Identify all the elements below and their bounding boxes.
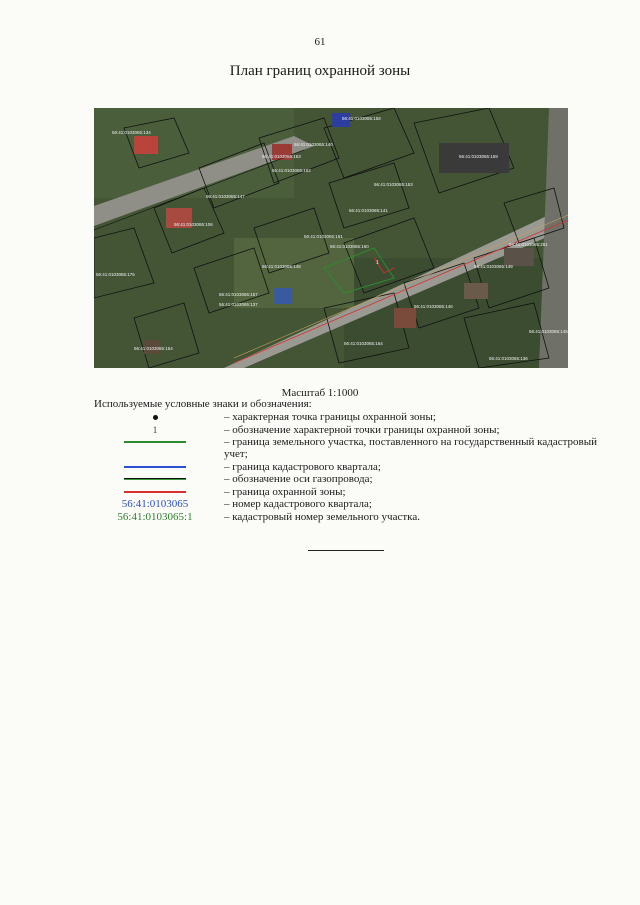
parcel-number-symbol: 56:41:0103065:1: [117, 510, 193, 523]
parcel-label: 56:41:0103065:164: [344, 341, 383, 346]
end-rule: [308, 550, 384, 551]
legend-row-parcel-number: [94, 511, 614, 523]
parcel-label: 56:41:0103065:153: [374, 182, 413, 187]
page-title: План границ охранной зоны: [229, 63, 411, 79]
legend-row-quarter-number: [94, 498, 614, 510]
legend-text: – граница кадастрового квартала;: [224, 460, 381, 473]
parcel-label: 56:41:0103065:149: [474, 264, 513, 269]
legend-symbol: [94, 411, 216, 423]
parcel-label: 56:41:0103065:251: [509, 242, 548, 247]
legend-text: – обозначение оси газопровода;: [224, 473, 373, 485]
parcel-label: 56:41:0103065:163: [262, 154, 301, 159]
legend-row-point-number: [94, 424, 614, 436]
parcel-label: 56:41:0103065:157: [219, 292, 258, 297]
parcel-label: 56:41:0103065:140: [294, 142, 333, 147]
legend-text: – граница охранной зоны;: [224, 485, 346, 498]
legend-symbol: [94, 436, 216, 448]
legend-row-protection-zone: [94, 486, 614, 498]
parcel-label: 56:41:0103065:106: [174, 222, 213, 227]
legend-symbol: [94, 461, 216, 473]
legend-text: – обозначение характерной точки границы охранной зоны;: [224, 423, 500, 436]
parcel-label: 56:41:0103065:137: [219, 302, 258, 307]
legend-row-point: [94, 411, 614, 423]
legend-symbol: [94, 511, 216, 523]
parcel-label: 56:41:0103065:136: [489, 356, 528, 361]
legend-symbol: [94, 498, 216, 510]
parcel-label: 56:41:0103065:158: [342, 116, 381, 121]
parcel-label: 56:41:0103065:154: [134, 346, 173, 351]
legend-text: – номер кадастрового квартала;: [224, 498, 372, 510]
blue-line-icon: [124, 466, 186, 468]
parcel-label: 56:41:0103065:159: [459, 154, 498, 159]
parcel-label: 56:41:0103065:148: [262, 264, 301, 269]
legend-row-parcel-boundary: [94, 436, 614, 460]
legend-text: – граница земельного участка, поставленного на государственный кадастровый учет;: [224, 436, 597, 460]
parcel-label: 56:41:0103065:134: [112, 130, 151, 135]
parcel-label: 56:41:0103065:141: [349, 208, 388, 213]
map-scale: Масштаб 1:1000: [281, 387, 359, 399]
point-label: 1: [376, 260, 379, 266]
parcel-label: 56:41:0103065:161: [304, 234, 343, 239]
parcel-label: 56:41:0103065:176: [96, 272, 135, 277]
page-number: 61: [314, 36, 326, 48]
parcel-label: 56:41:0103065:162: [272, 168, 311, 173]
parcel-label: 56:41:0103065:147: [206, 194, 245, 199]
point-number-symbol: 1: [152, 424, 158, 435]
legend-symbol: [94, 473, 216, 485]
parcel-label: 56:41:0103065:145: [529, 329, 568, 334]
quarter-number-symbol: 56:41:0103065: [121, 498, 189, 510]
legend: [94, 411, 614, 523]
gas-line-icon: [124, 478, 186, 480]
legend-text: – характерная точка границы охранной зоны;: [224, 411, 436, 423]
red-line-icon: [124, 491, 186, 493]
legend-row-quarter-boundary: [94, 461, 614, 473]
legend-row-gas-axis: [94, 473, 614, 485]
green-line-icon: [124, 441, 186, 443]
point-dot-icon: [153, 415, 158, 420]
parcel-label: 56:41:0103065:146: [414, 304, 453, 309]
legend-symbol: [94, 424, 216, 436]
legend-heading: Используемые условные знаки и обозначения:: [94, 398, 312, 410]
cadastral-map: [94, 108, 568, 368]
parcel-label: 56:41:0103065:160: [330, 244, 369, 249]
legend-text: – кадастровый номер земельного участка.: [224, 510, 420, 523]
legend-symbol: [94, 486, 216, 498]
